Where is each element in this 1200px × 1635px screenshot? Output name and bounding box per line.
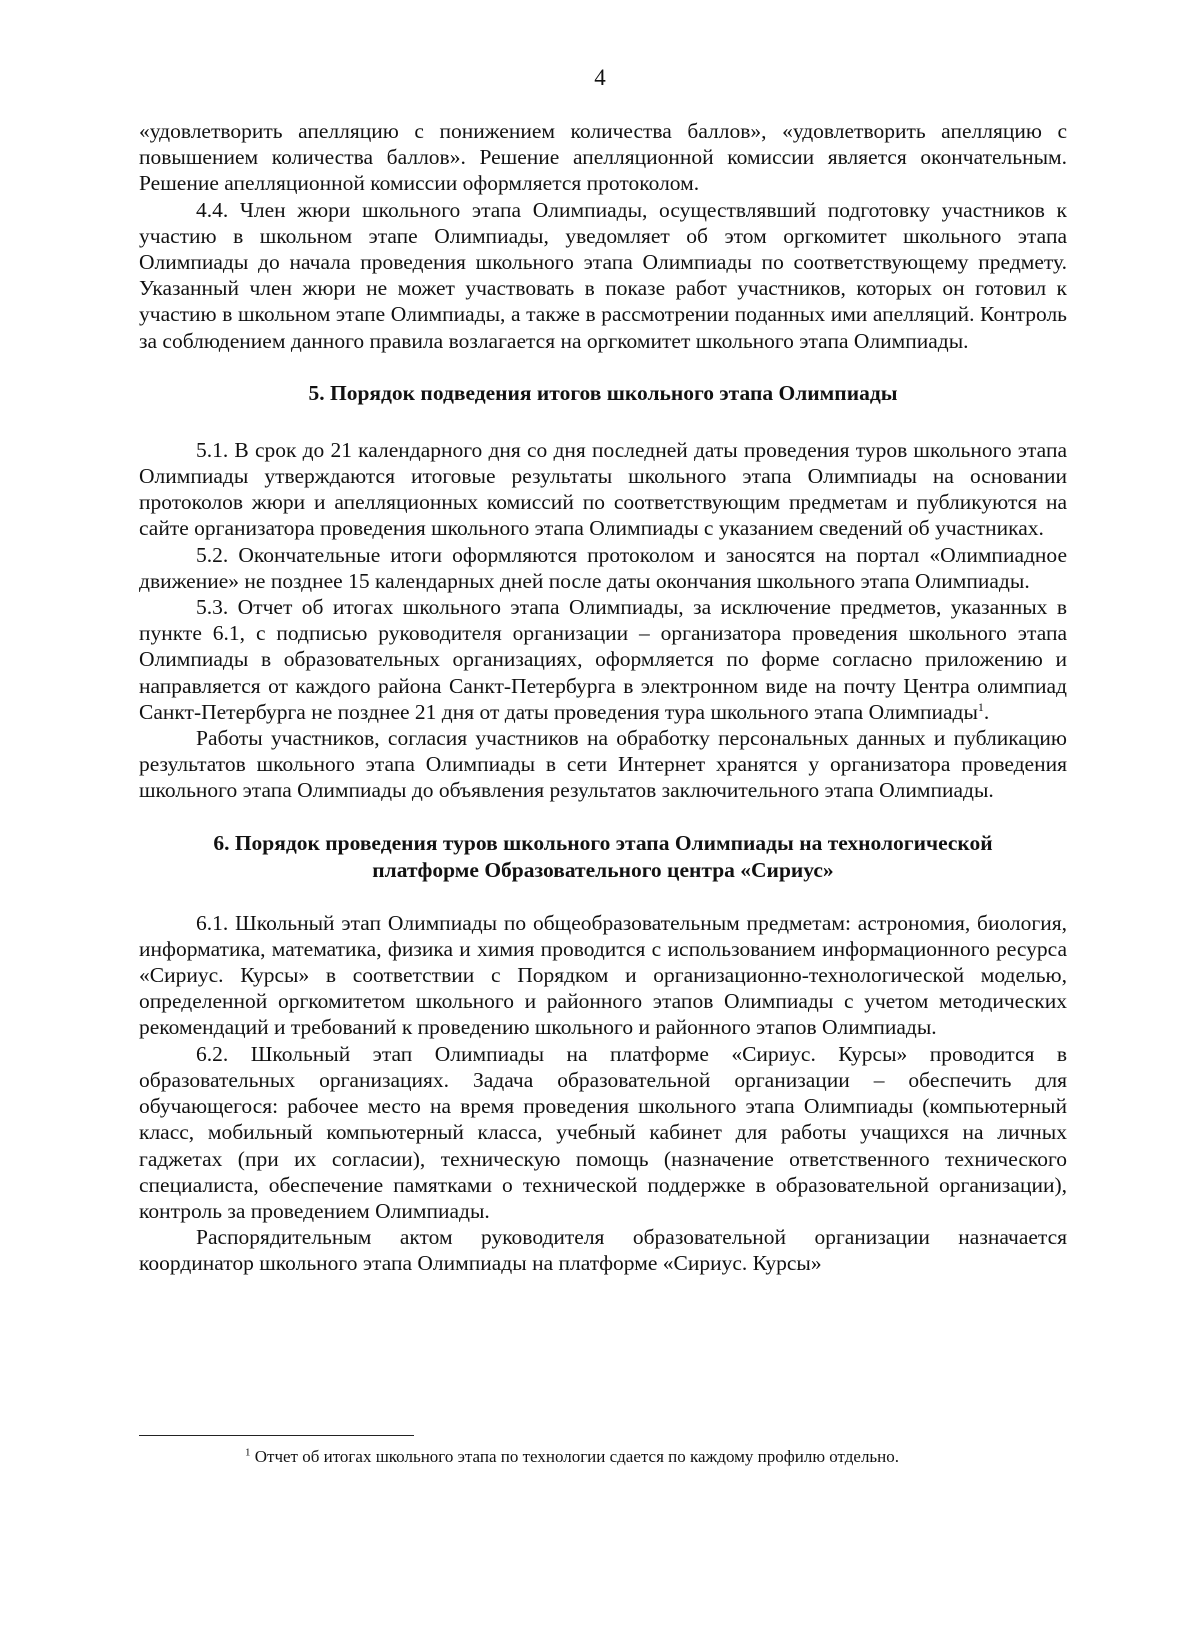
paragraph-5-3-end: . bbox=[983, 699, 990, 724]
footnote-reference: 1 bbox=[977, 699, 984, 714]
paragraph-works-storage: Работы участников, согласия участников на обработку персональных данных и публикацию результатов школьного этапа Олимпиады в сети Интернет хранятся у организатора проведения школьного этапа Олимпиады до объявления результатов заключительного этапа Олимпиады. bbox=[139, 726, 1067, 803]
document-body bbox=[139, 118, 1067, 1277]
section-6-heading-line-1: 6. Порядок проведения туров школьного этапа Олимпиады на технологической bbox=[213, 830, 993, 855]
paragraph-5-3 bbox=[139, 594, 1067, 725]
paragraph-4-4: 4.4. Член жюри школьного этапа Олимпиады, осуществлявший подготовку участников к участию в школьном этапе Олимпиады, уведомляет об этом оргкомитет школьного этапа Олимпиады до начала проведения школьного этапа Олимпиады по соответствующему предмету. Указанный член жюри не может участвовать в показе работ участников, которых он готовил к участию в школьном этапе Олимпиады, а также в рассмотрении поданных ими апелляций. Контроль за соблюдением данного правила возлагается на оргкомитет школьного этапа Олимпиады. bbox=[139, 197, 1067, 353]
paragraph-6-2: 6.2. Школьный этап Олимпиады на платформе «Сириус. Курсы» проводится в образовательных организациях. Задача образовательной организации – обеспечить для обучающегося: рабочее место на время проведения школьного этапа Олимпиады (компьютерный класс, мобильный компьютерный класса, учебный кабинет для работы учащихся на личных гаджетах (при их согласии), техническую помощь (назначение ответственного технического специалиста, обеспечение памятками о технической поддержке в образовательной организации), контроль за проведением Олимпиады. bbox=[139, 1041, 1067, 1223]
section-6-heading bbox=[139, 830, 1067, 884]
paragraph-coordinator: Распорядительным актом руководителя образовательной организации назначается координатор школьного этапа Олимпиады на платформе «Сириус. Курсы» bbox=[139, 1225, 1067, 1276]
footnote-text: Отчет об итогах школьного этапа по технологии сдается по каждому профилю отдельно. bbox=[250, 1447, 900, 1466]
section-5-heading: 5. Порядок подведения итогов школьного этапа Олимпиады bbox=[308, 380, 898, 405]
footnote-mark: 1 bbox=[245, 1446, 251, 1459]
paragraph-continuation: «удовлетворить апелляцию с понижением количества баллов», «удовлетворить апелляцию с повышением количества баллов». Решение апелляционной комиссии является окончательным. Решение апелляционной комиссии оформляется протоколом. bbox=[139, 119, 1067, 196]
paragraph-5-2: 5.2. Окончательные итоги оформляются протоколом и заносятся на портал «Олимпиадное движение» не позднее 15 календарных дней после даты окончания школьного этапа Олимпиады. bbox=[139, 542, 1067, 593]
page-number: 4 bbox=[594, 65, 606, 90]
footnote-divider bbox=[139, 1435, 414, 1436]
footnote bbox=[245, 1446, 1065, 1468]
section-6-heading-line-2: платформе Образовательного центра «Сириус» bbox=[372, 857, 834, 882]
paragraph-6-1: 6.1. Школьный этап Олимпиады по общеобразовательным предметам: астрономия, биология, информатика, математика, физика и химия проводится с использованием информационного ресурса «Сириус. Курсы» в соответствии с Порядком и организационно-технологической моделью, определенной оргкомитетом школьного и районного этапов Олимпиады с учетом методических рекомендаций и требований к проведению школьного и районного этапов Олимпиады. bbox=[139, 910, 1067, 1040]
paragraph-5-1: 5.1. В срок до 21 календарного дня со дня последней даты проведения туров школьного этапа Олимпиады утверждаются итоговые результаты школьного этапа Олимпиады на основании протоколов жюри и апелляционных комиссий по соответствующим предметам и публикуются на сайте организатора проведения школьного этапа Олимпиады с указанием сведений об участниках. bbox=[139, 437, 1067, 541]
paragraph-5-3-text: 5.3. Отчет об итогах школьного этапа Олимпиады, за исключение предметов, указанных в пункте 6.1, с подписью руководителя организации – организатора проведения школьного этапа Олимпиады в образовательных организациях, оформляется по форме согласно приложению и направляется от каждого района Санкт-Петербурга в электронном виде на почту Центра олимпиад Санкт-Петербурга не позднее 21 дня от даты проведения тура школьного этапа Олимпиады bbox=[139, 595, 1067, 724]
